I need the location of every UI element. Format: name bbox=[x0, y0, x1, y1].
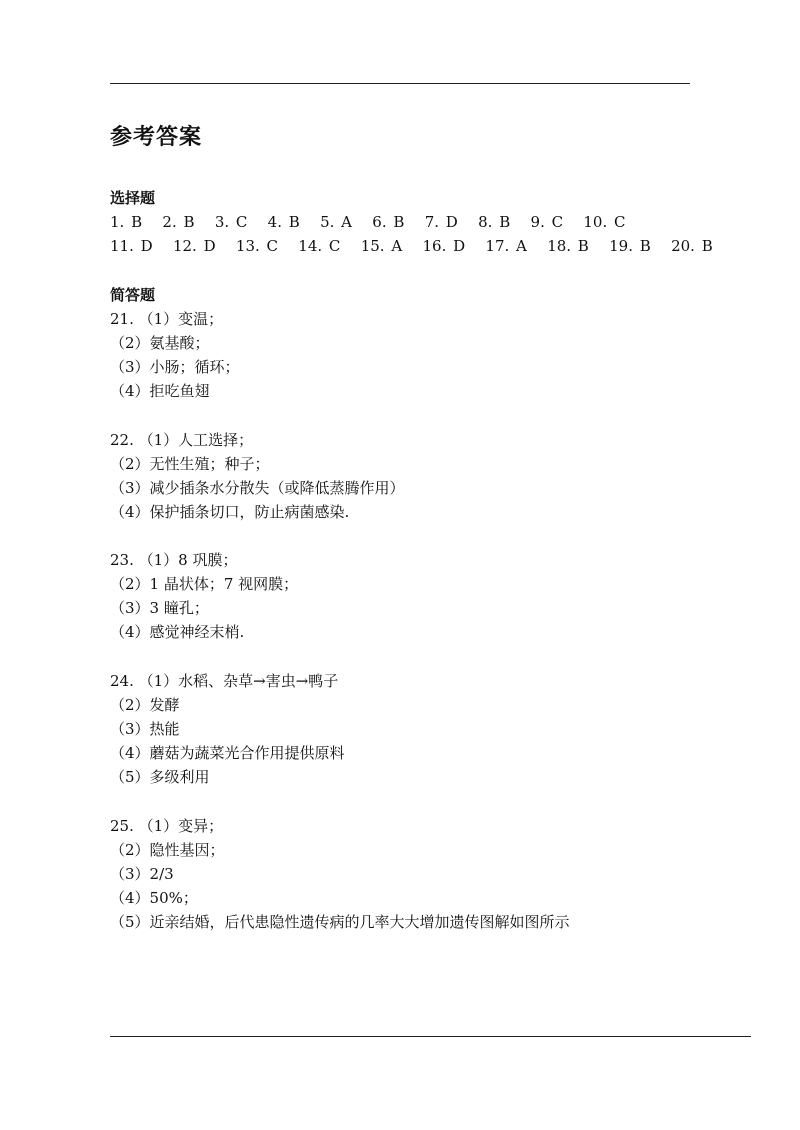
short-answer-heading: 简答题 bbox=[110, 286, 156, 304]
q24-line-3: （3）热能 bbox=[110, 720, 180, 738]
mcq-row-1: 1. B 2. B 3. C 4. B 5. A 6. B 7. D 8. B 9. C 10. C bbox=[110, 213, 626, 231]
q24-line-2: （2）发酵 bbox=[110, 696, 180, 714]
footer-rule bbox=[110, 1036, 751, 1037]
q22-line-3: （3）减少插条水分散失（或降低蒸腾作用） bbox=[110, 479, 405, 497]
q23-line-2: （2）1 晶状体；7 视网膜； bbox=[110, 575, 299, 593]
q23-line-4: （4）感觉神经末梢. bbox=[110, 623, 245, 641]
q22-line-2: （2）无性生殖；种子； bbox=[110, 455, 270, 473]
mcq-row-2: 11. D 12. D 13. C 14. C 15. A 16. D 17. A 18. B 19. B 20. B bbox=[110, 237, 713, 255]
q25-line-5: （5）近亲结婚，后代患隐性遗传病的几率大大增加遗传图解如图所示 bbox=[110, 913, 570, 931]
q25-line-3: （3）2/3 bbox=[110, 865, 174, 883]
header-rule bbox=[110, 83, 690, 84]
q24-line-5: （5）多级利用 bbox=[110, 768, 210, 786]
q24-line-1: 24. （1）水稻、杂草→害虫→鸭子 bbox=[110, 672, 339, 690]
q23-line-3: （3）3 瞳孔； bbox=[110, 599, 209, 617]
q24-line-4: （4）蘑菇为蔬菜光合作用提供原料 bbox=[110, 744, 345, 762]
q22-line-1: 22. （1）人工选择； bbox=[110, 431, 254, 449]
q25-line-4: （4）50%； bbox=[110, 889, 198, 907]
q21-line-4: （4）拒吃鱼翅 bbox=[110, 382, 210, 400]
q21-line-1: 21. （1）变温； bbox=[110, 310, 224, 328]
q25-line-2: （2）隐性基因； bbox=[110, 841, 225, 859]
q25-line-1: 25. （1）变异； bbox=[110, 817, 224, 835]
q21-line-3: （3）小肠；循环； bbox=[110, 358, 240, 376]
page-title: 参考答案 bbox=[110, 124, 203, 150]
q21-line-2: （2）氨基酸； bbox=[110, 334, 210, 352]
q23-line-1: 23. （1）8 巩膜； bbox=[110, 551, 238, 569]
q22-line-4: （4）保护插条切口，防止病菌感染. bbox=[110, 503, 350, 521]
mcq-heading: 选择题 bbox=[110, 189, 156, 207]
